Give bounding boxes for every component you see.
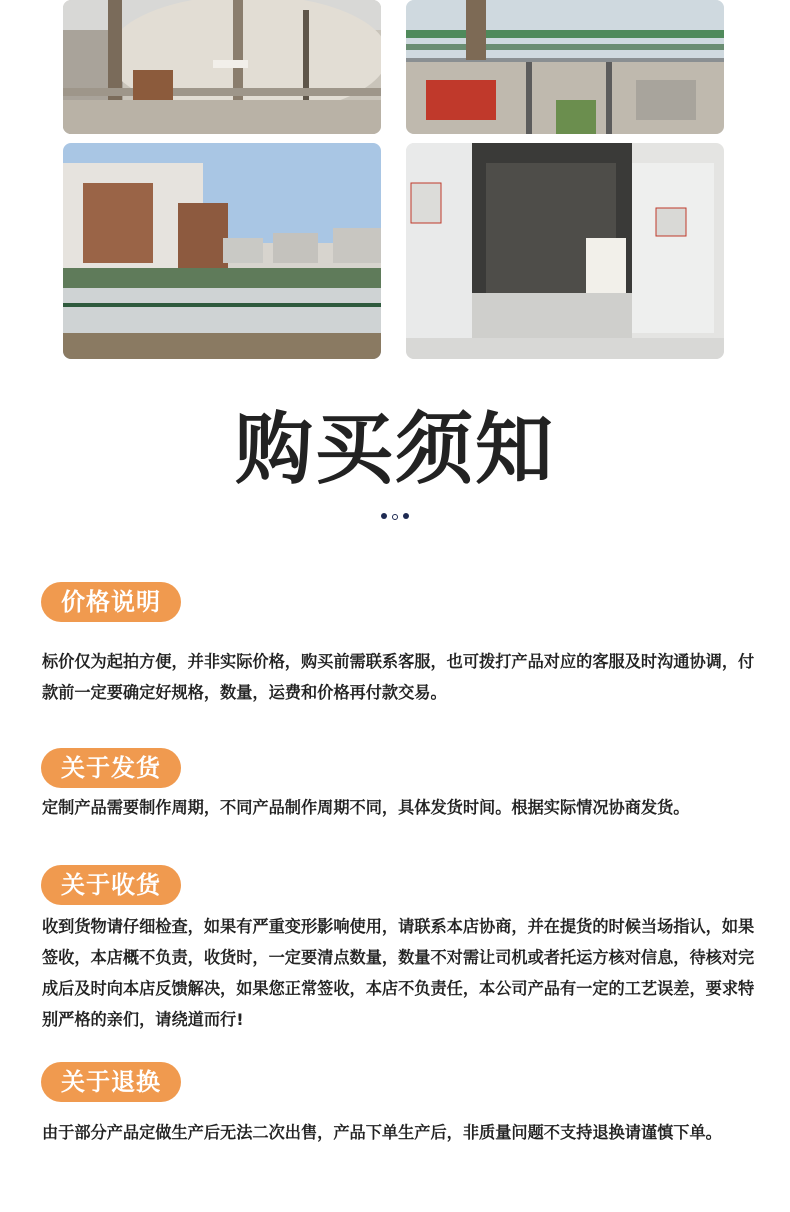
dot-icon — [381, 513, 387, 519]
section-heading-price: 价格说明 — [41, 582, 181, 622]
section-body-returns: 由于部分产品定做生产后无法二次出售，产品下单生产后，非质量问题不支持退换请谨慎下单。 — [42, 1123, 722, 1142]
section-body-price: 标价仅为起拍方便，并非实际价格，购买前需联系客服，也可拨打产品对应的客服及时沟通协调，付款前一定要确定好规格，数量，运费和价格再付款交易。 — [42, 652, 755, 702]
section-body-receiving: 收到货物请仔细检查，如果有严重变形影响使用，请联系本店协商，并在提货的时候当场指认，如果签收，本店概不负责，收货时，一定要清点数量，数量不对需让司机或者托运方核对信息，待核对完成后及时向本店反馈解决，如果您正常签收，本店不负责任，本公司产品有一定的工艺误差，要求特别严格的亲们，请绕道而行! — [42, 917, 755, 1029]
section-heading-receiving: 关于收货 — [41, 865, 181, 905]
page-title: 购买须知 — [234, 405, 555, 495]
warehouse-door-photo — [406, 143, 724, 359]
section-body-shipping: 定制产品需要制作周期，不同产品制作周期不同，具体发货时间。根据实际情况协商发货。 — [42, 798, 690, 817]
dot-ring-icon — [392, 514, 398, 520]
title-dots-decoration — [0, 513, 790, 520]
section-heading-shipping: 关于发货 — [41, 748, 181, 788]
dot-icon — [403, 513, 409, 519]
factory-pipes-photo — [406, 0, 724, 134]
factory-tank-photo — [63, 0, 381, 134]
section-heading-returns: 关于退换 — [41, 1062, 181, 1102]
factory-plant-photo — [63, 143, 381, 359]
